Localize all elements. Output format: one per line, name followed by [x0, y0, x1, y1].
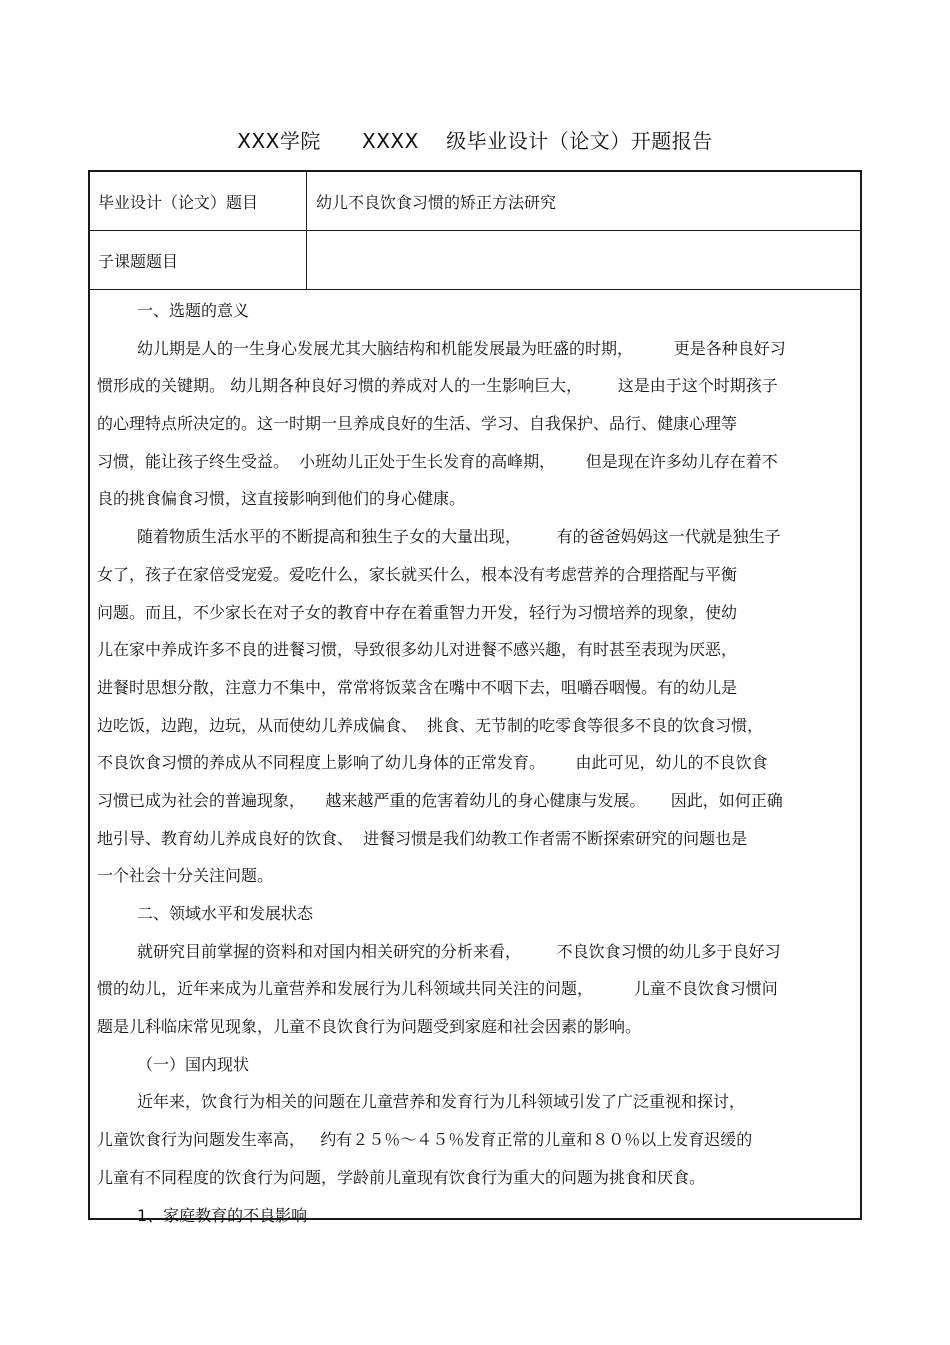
- paragraph-line: 惯形成的关键期。 幼儿期各种良好习惯的养成对人的一生影响巨大， 这是由于这个时期孩子: [97, 376, 778, 396]
- report-table: [88, 170, 862, 1225]
- paragraph-line: 儿在家中养成许多不良的进餐习惯，导致很多幼儿对进餐不感兴趣，有时甚至表现为厌恶，: [97, 640, 738, 660]
- paragraph-line: 不良饮食习惯的养成从不同程度上影响了幼儿身体的正常发育。 由此可见，幼儿的不良饮食: [97, 753, 768, 773]
- paragraph-line: 习惯，能让孩子终生受益。 小班幼儿正处于生长发育的高峰期， 但是现在许多幼儿存在着不: [97, 451, 778, 471]
- paragraph-line: 良的挑食偏食习惯，这直接影响到他们的身心健康。: [97, 489, 466, 509]
- paragraph-line: 女了，孩子在家倍受宠爱。爱吃什么，家长就买什么，根本没有考虑营养的合理搭配与平衡: [97, 564, 738, 584]
- paragraph-line: 习惯已成为社会的普遍现象， 越来越严重的危害着幼儿的身心健康与发展。 因此，如何正确: [97, 790, 783, 810]
- paragraph-line: 儿童饮食行为问题发生率高， 约有２５％～４５％发育正常的儿童和８０％以上发育迟缓的: [97, 1130, 753, 1150]
- paragraph-line: 地引导、教育幼儿养成良好的饮食、 进餐习惯是我们幼教工作者需不断探索研究的问题也是: [97, 828, 748, 848]
- paragraph-line: 边吃饭，边跑，边玩，从而使幼儿养成偏食、 挑食、无节制的吃零食等很多不良的饮食习惯，: [97, 715, 764, 735]
- page-title: XXX学院 XXXX 级毕业设计（论文）开题报告: [237, 129, 713, 153]
- thesis-title-value: 幼儿不良饮食习惯的矫正方法研究: [316, 192, 557, 212]
- paragraph-line: 一个社会十分关注问题。: [97, 866, 274, 886]
- subtopic-row: [90, 231, 860, 290]
- subtopic-value: [308, 231, 860, 289]
- section-heading: 一、选题的意义: [137, 301, 250, 320]
- paragraph-line: 随着物质生活水平的不断提高和独生子女的大量出现， 有的爸爸妈妈这一代就是独生子: [137, 527, 781, 547]
- subsection-heading: 1、家庭教育的不良影响: [137, 1205, 308, 1225]
- paragraph-line: 进餐时思想分散，注意力不集中，常常将饭菜含在嘴中不咽下去，咀嚼吞咽慢。有的幼儿是: [97, 677, 738, 697]
- paragraph-line: 儿童有不同程度的饮食行为问题，学龄前儿童现有饮食行为重大的问题为挑食和厌食。: [97, 1167, 706, 1187]
- paragraph-line: 问题。而且，不少家长在对子女的教育中存在着重智力开发，轻行为习惯培养的现象，使幼: [97, 602, 738, 622]
- report-body: [97, 292, 855, 1234]
- subtopic-label: 子课题题目: [90, 231, 307, 289]
- thesis-title-row: [90, 172, 860, 231]
- paragraph-line: 幼儿期是人的一生身心发展尤其大脑结构和机能发展最为旺盛的时期， 更是各种良好习: [137, 338, 786, 358]
- paragraph-line: 近年来，饮食行为相关的问题在儿童营养和发育行为儿科领域引发了广泛重视和探讨，: [137, 1092, 746, 1112]
- paragraph-line: 的心理特点所决定的。这一时期一旦养成良好的生活、学习、自我保护、品行、健康心理等: [97, 414, 738, 434]
- thesis-title-label: 毕业设计（论文）题目: [90, 172, 307, 230]
- section-heading: 二、领域水平和发展状态: [137, 904, 314, 923]
- paragraph-line: 题是儿科临床常见现象，儿童不良饮食行为问题受到家庭和社会因素的影响。: [97, 1017, 642, 1037]
- paragraph-line: 惯的幼儿，近年来成为儿童营养和发展行为儿科领域共同关注的问题， 儿童不良饮食习惯问: [97, 979, 778, 999]
- paragraph-line: 就研究目前掌握的资料和对国内相关研究的分析来看， 不良饮食习惯的幼儿多于良好习: [137, 941, 781, 961]
- subsection-heading: （一）国内现状: [137, 1054, 250, 1074]
